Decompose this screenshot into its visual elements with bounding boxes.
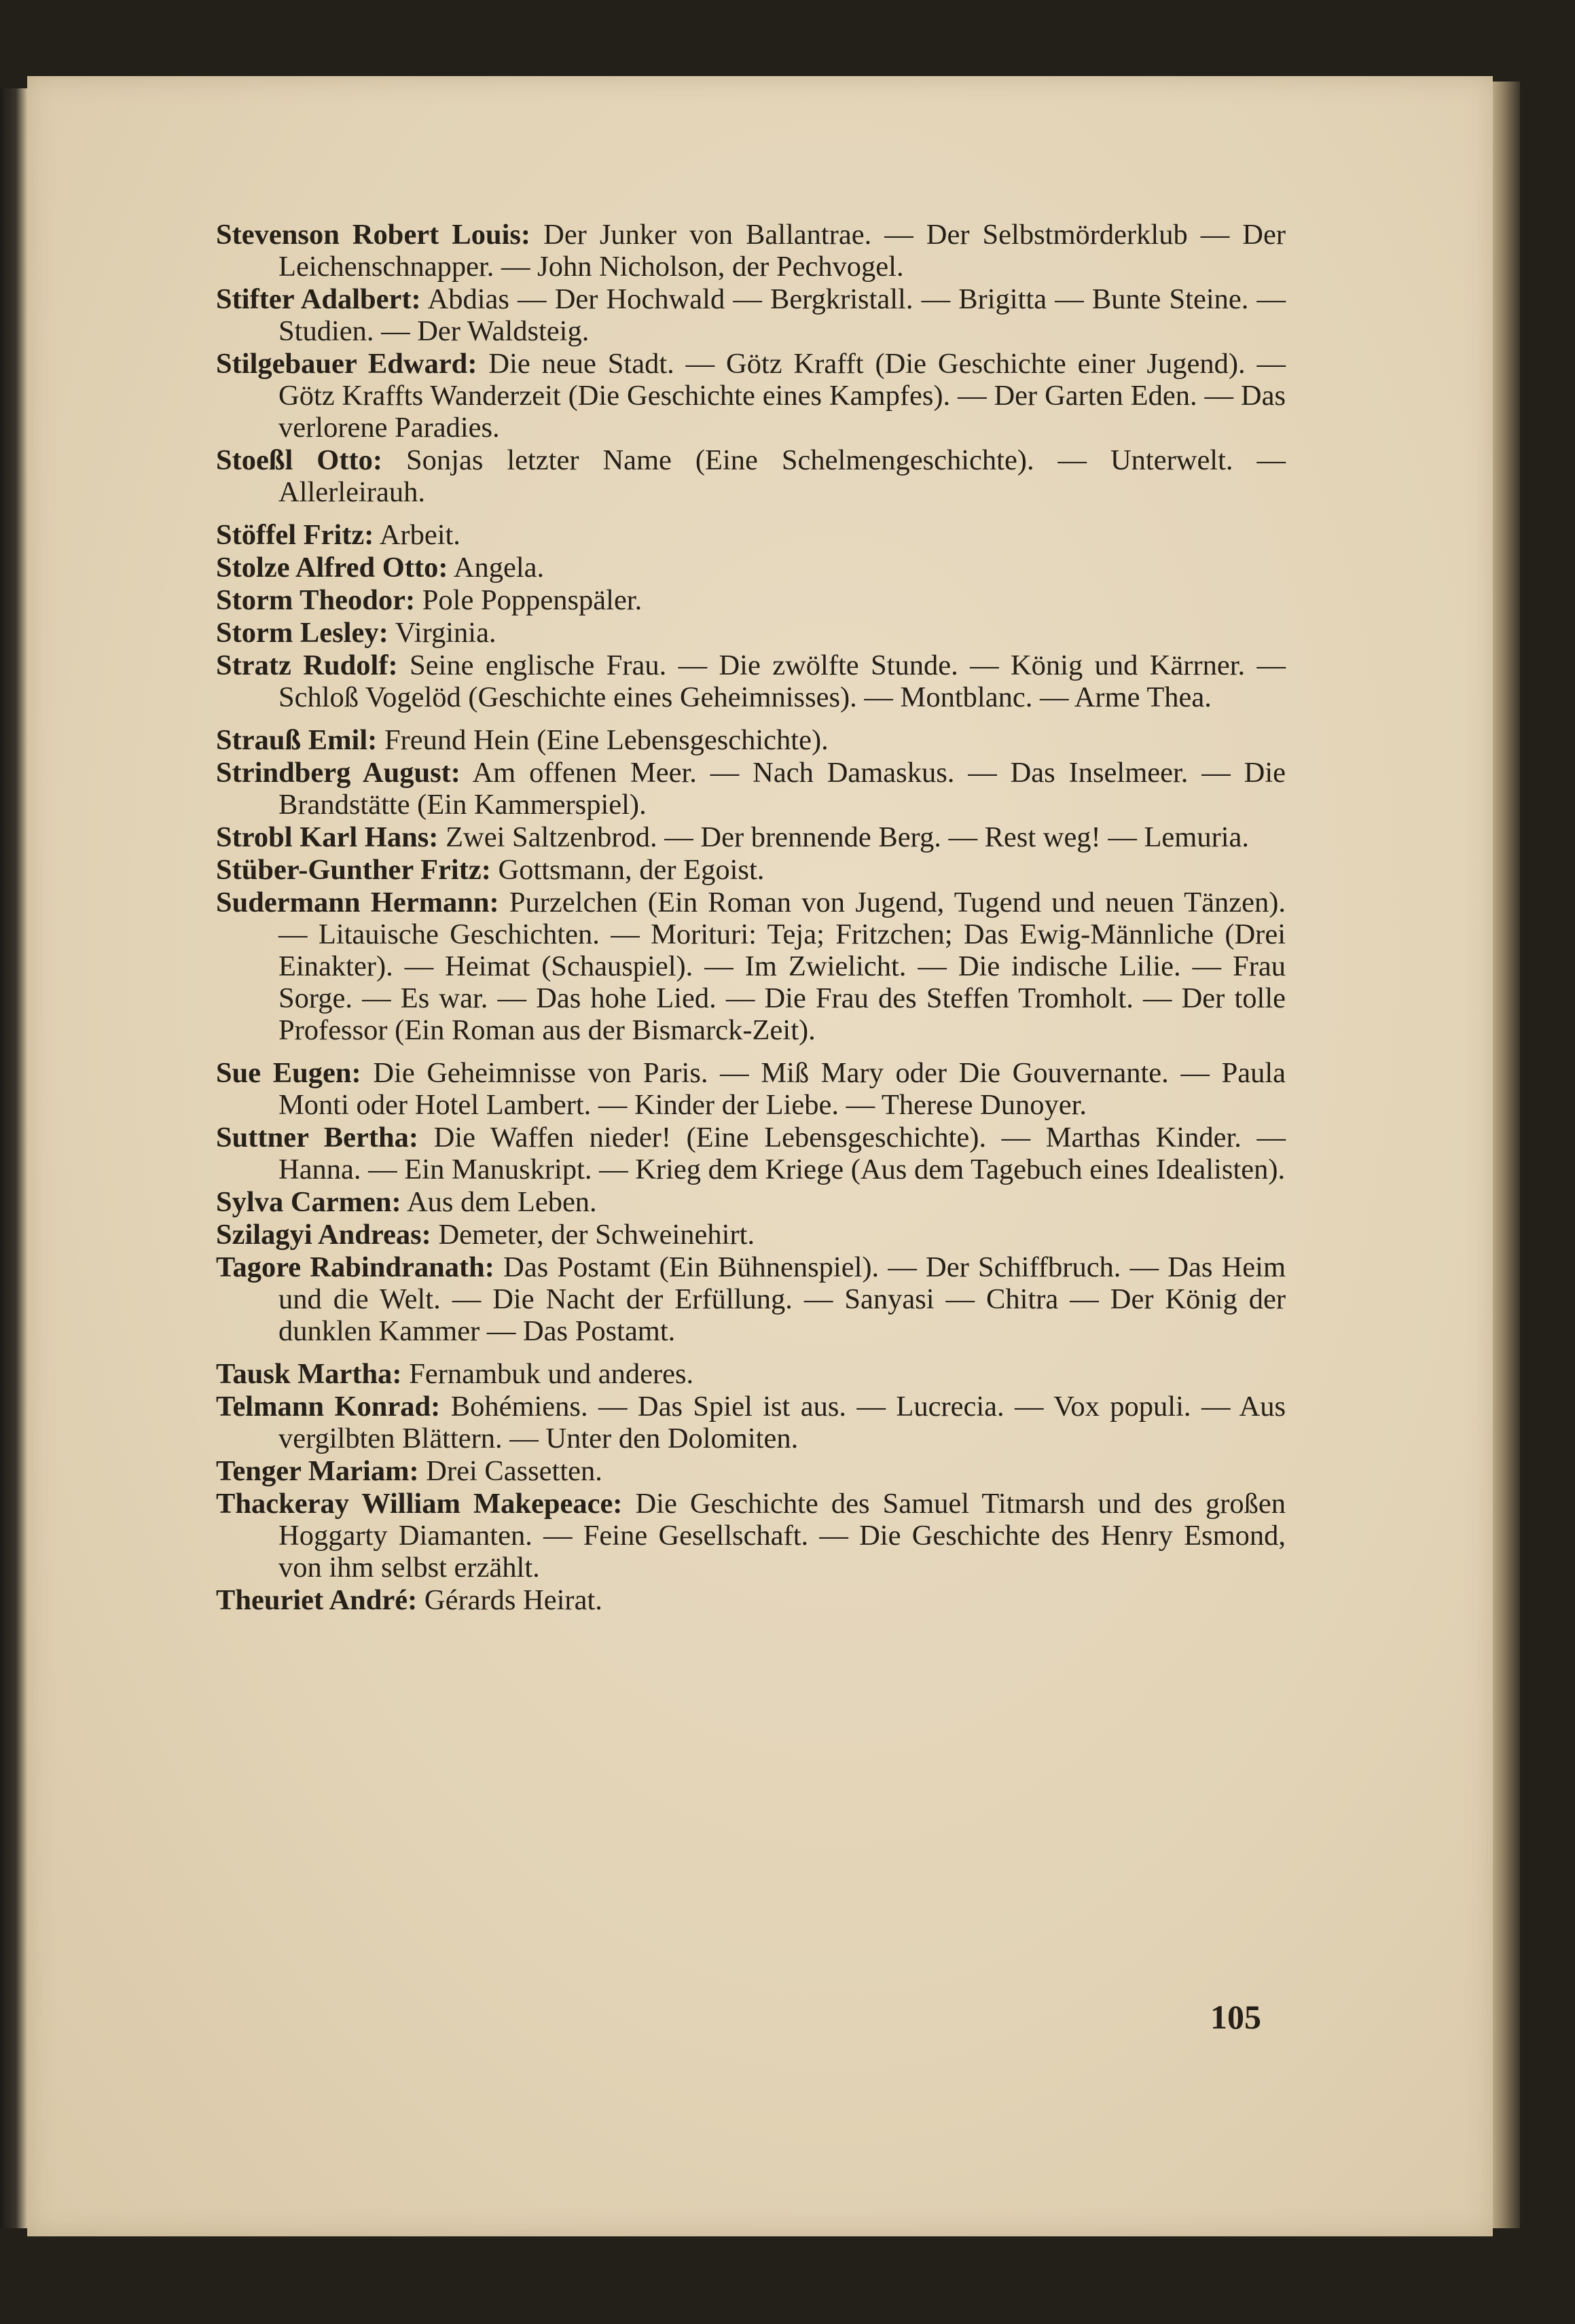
works-list: Die neue Stadt. — Götz Krafft (Die Geschichte einer Jugend). — Götz Kraffts Wanderzeit (Die Geschichte eines Kampfes). — Der Garten Eden. — Das verlorene Paradies. — [278, 348, 1286, 444]
author-name: Stoeßl Otto: — [216, 444, 383, 476]
catalog-entry — [216, 1251, 1286, 1347]
author-name: Sudermann Hermann: — [216, 887, 499, 918]
catalog-entry — [216, 617, 1286, 649]
works-list: Pole Poppenspäler. — [422, 584, 642, 616]
catalog-entry — [216, 854, 1286, 886]
catalog-entry — [216, 724, 1286, 756]
catalog-entry — [216, 649, 1286, 713]
works-list: Gérards Heirat. — [424, 1584, 602, 1616]
catalog-entry — [216, 757, 1286, 821]
catalog-entry — [216, 1584, 1286, 1616]
catalog-listing — [216, 219, 1286, 1617]
author-name: Stolze Alfred Otto: — [216, 552, 448, 584]
works-list: Sonjas letzter Name (Eine Schelmengeschichte). — Unterwelt. — Allerleirauh. — [278, 444, 1286, 508]
catalog-entry — [216, 444, 1286, 508]
catalog-entry — [216, 1488, 1286, 1584]
works-list: Demeter, der Schweinehirt. — [438, 1219, 755, 1251]
works-list: Die Geschichte des Samuel Titmarsh und des großen Hoggarty Diamanten. — Feine Gesellschaft. — Die Geschichte des Henry Esmond, von ihm selbst erzählt. — [278, 1488, 1286, 1584]
author-name: Telmann Konrad: — [216, 1391, 441, 1423]
works-list: Am offenen Meer. — Nach Damaskus. — Das Inselmeer. — Die Brandstätte (Ein Kammerspiel). — [278, 757, 1286, 821]
catalog-entry — [216, 1219, 1286, 1251]
works-list: Der Junker von Ballantrae. — Der Selbstmörderklub — Der Leichenschnapper. — John Nicholson, der Pechvogel. — [278, 219, 1286, 283]
works-list: Seine englische Frau. — Die zwölfte Stunde. — König und Kärrner. — Schloß Vogelöd (Geschichte eines Geheimnisses). — Montblanc. — Arme Thea. — [278, 649, 1286, 713]
author-name: Sue Eugen: — [216, 1057, 361, 1089]
works-list: Fernambuk und anderes. — [409, 1358, 694, 1390]
author-name: Tenger Mariam: — [216, 1455, 419, 1487]
author-name: Stifter Adalbert: — [216, 283, 421, 315]
works-list: Abdias — Der Hochwald — Bergkristall. — Brigitta — Bunte Steine. — Studien. — Der Waldsteig. — [278, 283, 1286, 347]
works-list: Die Waffen nieder! (Eine Lebensgeschichte). — Marthas Kinder. — Hanna. — Ein Manuskript. — Krieg dem Kriege (Aus dem Tagebuch eines Idealisten). — [278, 1122, 1286, 1185]
catalog-entry — [216, 519, 1286, 551]
author-name: Thackeray William Makepeace: — [216, 1488, 623, 1520]
catalog-entry — [216, 1358, 1286, 1390]
works-list: Bohémiens. — Das Spiel ist aus. — Lucrecia. — Vox populi. — Aus vergilbten Blättern. — Unter den Dolomiten. — [278, 1391, 1286, 1454]
author-name: Tausk Martha: — [216, 1358, 402, 1390]
catalog-entry — [216, 219, 1286, 283]
author-name: Stilgebauer Edward: — [216, 348, 477, 380]
author-name: Storm Lesley: — [216, 617, 388, 649]
works-list: Purzelchen (Ein Roman von Jugend, Tugend und neuen Tänzen). — Litauische Geschichten. — Morituri: Teja; Fritzchen; Das Ewig-Männliche (Drei Einakter). — Heimat (Schauspiel). — Im Zwielicht. — Die indische Lilie. — Frau Sorge. — Es war. — Das hohe Lied. — Die Frau des Steffen Tromholt. — Der tolle Professor (Ein Roman aus der Bismarck-Zeit). — [278, 887, 1286, 1046]
catalog-entry — [216, 1057, 1286, 1121]
works-list: Arbeit. — [379, 519, 460, 551]
catalog-entry — [216, 1122, 1286, 1185]
catalog-entry — [216, 1391, 1286, 1454]
author-name: Storm Theodor: — [216, 584, 416, 616]
works-list: Die Geheimnisse von Paris. — Miß Mary oder Die Gouvernante. — Paula Monti oder Hotel Lambert. — Kinder der Liebe. — Therese Dunoyer. — [278, 1057, 1286, 1121]
page-number: 105 — [1210, 1998, 1261, 2036]
page-edge — [1493, 82, 1520, 2228]
author-name: Stratz Rudolf: — [216, 649, 398, 681]
works-list: Gottsmann, der Egoist. — [498, 854, 765, 886]
author-name: Suttner Bertha: — [216, 1122, 419, 1154]
catalog-entry — [216, 348, 1286, 444]
works-list: Virginia. — [395, 617, 496, 649]
author-name: Strindberg August: — [216, 757, 460, 789]
author-name: Szilagyi Andreas: — [216, 1219, 431, 1251]
catalog-entry — [216, 584, 1286, 616]
author-name: Theuriet André: — [216, 1584, 418, 1616]
catalog-entry — [216, 887, 1286, 1046]
catalog-entry — [216, 1455, 1286, 1487]
catalog-entry — [216, 1186, 1286, 1218]
catalog-entry — [216, 821, 1286, 853]
author-name: Tagore Rabindranath: — [216, 1251, 494, 1283]
author-name: Strauß Emil: — [216, 724, 378, 756]
works-list: Freund Hein (Eine Lebensgeschichte). — [384, 724, 829, 756]
author-name: Stöffel Fritz: — [216, 519, 374, 551]
catalog-entry — [216, 283, 1286, 347]
author-name: Stevenson Robert Louis: — [216, 219, 531, 251]
author-name: Sylva Carmen: — [216, 1186, 401, 1218]
works-list: Zwei Saltzenbrod. — Der brennende Berg. — Rest weg! — Lemuria. — [446, 821, 1250, 853]
author-name: Strobl Karl Hans: — [216, 821, 439, 853]
works-list: Aus dem Leben. — [406, 1186, 597, 1218]
works-list: Angela. — [453, 552, 545, 584]
author-name: Stüber-Gunther Fritz: — [216, 854, 491, 886]
catalog-entry — [216, 552, 1286, 584]
works-list: Das Postamt (Ein Bühnenspiel). — Der Schiffbruch. — Das Heim und die Welt. — Die Nacht der Erfüllung. — Sanyasi — Chitra — Der König der dunklen Kammer — Das Postamt. — [278, 1251, 1286, 1347]
works-list: Drei Cassetten. — [426, 1455, 602, 1487]
